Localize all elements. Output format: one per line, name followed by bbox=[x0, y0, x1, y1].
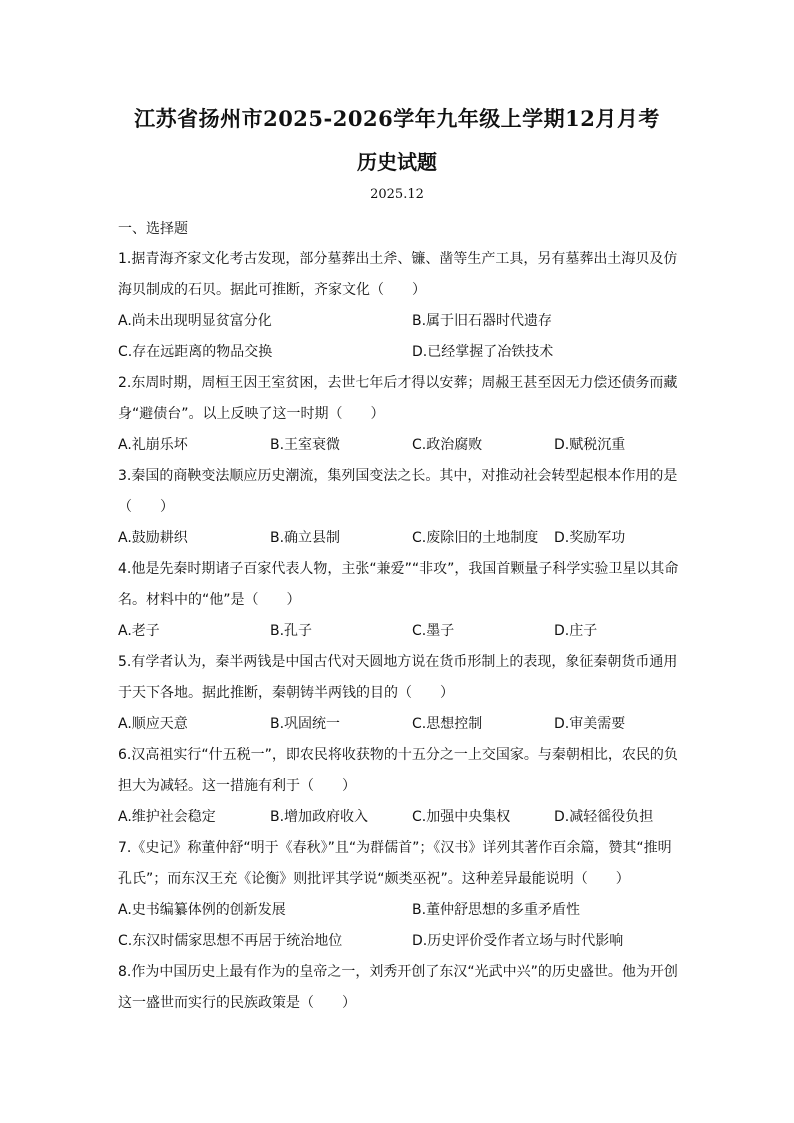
answer-option[interactable]: B.属于旧石器时代遗存 bbox=[412, 313, 553, 329]
exam-date: 2025.12 bbox=[370, 187, 424, 202]
answer-option[interactable]: B.王室衰微 bbox=[270, 437, 341, 453]
answer-option[interactable]: D.减轻徭役负担 bbox=[554, 809, 654, 825]
answer-option[interactable]: D.赋税沉重 bbox=[554, 437, 626, 453]
question-stem-line: 7.《史记》称董仲舒“明于《春秋》”且“为群儒首”；《汉书》详列其著作百余篇，赞其“推明 bbox=[118, 840, 672, 856]
question-8 bbox=[118, 957, 688, 1019]
answer-option[interactable]: A.尚未出现明显贫富分化 bbox=[118, 313, 272, 329]
answer-option[interactable]: D.历史评价受作者立场与时代影响 bbox=[412, 933, 624, 949]
question-stem-line: 海贝制成的石贝。据此可推断，齐家文化（ ） bbox=[118, 282, 426, 298]
question-1 bbox=[118, 244, 688, 368]
question-stem-line: 8.作为中国历史上最有作为的皇帝之一，刘秀开创了东汉“光武中兴”的历史盛世。他为开创 bbox=[118, 964, 678, 980]
answer-option[interactable]: D.奖励军功 bbox=[554, 530, 626, 546]
answer-option[interactable]: C.废除旧的土地制度 bbox=[412, 530, 539, 546]
question-stem-line: 这一盛世而实行的民族政策是（ ） bbox=[118, 995, 356, 1011]
answer-option[interactable]: C.墨子 bbox=[412, 623, 455, 639]
exam-title: 江苏省扬州市2025-2026学年九年级上学期12月月考 bbox=[134, 106, 660, 131]
answer-option[interactable]: A.顺应天意 bbox=[118, 716, 188, 732]
question-stem-line: 6.汉高祖实行“什五税一”，即农民将收获物的十五分之一上交国家。与秦朝相比，农民的负 bbox=[118, 747, 678, 763]
option-row bbox=[118, 337, 688, 368]
exam-subtitle: 历史试题 bbox=[357, 150, 437, 174]
answer-option[interactable]: B.增加政府收入 bbox=[270, 809, 369, 825]
answer-option[interactable]: A.史书编纂体例的创新发展 bbox=[118, 902, 286, 918]
option-row bbox=[118, 523, 688, 554]
option-row bbox=[118, 709, 688, 740]
question-stem-line: （ ） bbox=[118, 499, 174, 515]
answer-option[interactable]: B.董仲舒思想的多重矛盾性 bbox=[412, 902, 581, 918]
answer-option[interactable]: B.巩固统一 bbox=[270, 716, 341, 732]
answer-option[interactable]: B.确立县制 bbox=[270, 530, 341, 546]
question-2 bbox=[118, 368, 688, 461]
option-row bbox=[118, 616, 688, 647]
answer-option[interactable]: A.老子 bbox=[118, 623, 160, 639]
answer-option[interactable]: C.存在远距离的物品交换 bbox=[118, 344, 273, 360]
question-4 bbox=[118, 554, 688, 647]
option-row bbox=[118, 926, 688, 957]
answer-option[interactable]: A.礼崩乐坏 bbox=[118, 437, 188, 453]
answer-option[interactable]: C.东汉时儒家思想不再居于统治地位 bbox=[118, 933, 343, 949]
question-stem-line: 担大为减轻。这一措施有利于（ ） bbox=[118, 778, 356, 794]
option-row bbox=[118, 430, 688, 461]
answer-option[interactable]: A.鼓励耕织 bbox=[118, 530, 188, 546]
answer-option[interactable]: D.审美需要 bbox=[554, 716, 626, 732]
question-stem-line: 4.他是先秦时期诸子百家代表人物，主张“兼爱”“非攻”，我国首颗量子科学实验卫星以其命 bbox=[118, 561, 679, 577]
question-5 bbox=[118, 647, 688, 740]
question-stem-line: 孔氏”；而东汉王充《论衡》则批评其学说“颇类巫祝”。这种差异最能说明（ ） bbox=[118, 871, 630, 887]
question-stem-line: 于天下各地。据此推断，秦朝铸半两钱的目的（ ） bbox=[118, 685, 454, 701]
question-6 bbox=[118, 740, 688, 833]
option-row bbox=[118, 895, 688, 926]
answer-option[interactable]: B.孔子 bbox=[270, 623, 313, 639]
answer-option[interactable]: A.维护社会稳定 bbox=[118, 809, 216, 825]
option-row bbox=[118, 306, 688, 337]
answer-option[interactable]: C.政治腐败 bbox=[412, 437, 483, 453]
question-stem-line: 名。材料中的“他”是（ ） bbox=[118, 592, 301, 608]
question-stem-line: 5.有学者认为，秦半两钱是中国古代对天圆地方说在货币形制上的表现，象征秦朝货币通用 bbox=[118, 654, 678, 670]
answer-option[interactable]: D.已经掌握了冶铁技术 bbox=[412, 344, 554, 360]
option-row bbox=[118, 802, 688, 833]
section-heading: 一、选择题 bbox=[118, 221, 188, 237]
question-list bbox=[118, 244, 688, 1019]
answer-option[interactable]: C.思想控制 bbox=[412, 716, 483, 732]
question-7 bbox=[118, 833, 688, 957]
question-3 bbox=[118, 461, 688, 554]
question-stem-line: 3.秦国的商鞅变法顺应历史潮流，集列国变法之长。其中，对推动社会转型起根本作用的是 bbox=[118, 468, 678, 484]
answer-option[interactable]: D.庄子 bbox=[554, 623, 598, 639]
question-stem-line: 身“避债台”。以上反映了这一时期（ ） bbox=[118, 406, 385, 422]
question-stem-line: 1.据青海齐家文化考古发现，部分墓葬出土斧、镰、凿等生产工具，另有墓葬出土海贝及仿 bbox=[118, 251, 678, 267]
question-stem-line: 2.东周时期，周桓王因王室贫困，去世七年后才得以安葬；周赧王甚至因无力偿还债务而藏 bbox=[118, 375, 678, 391]
answer-option[interactable]: C.加强中央集权 bbox=[412, 809, 511, 825]
